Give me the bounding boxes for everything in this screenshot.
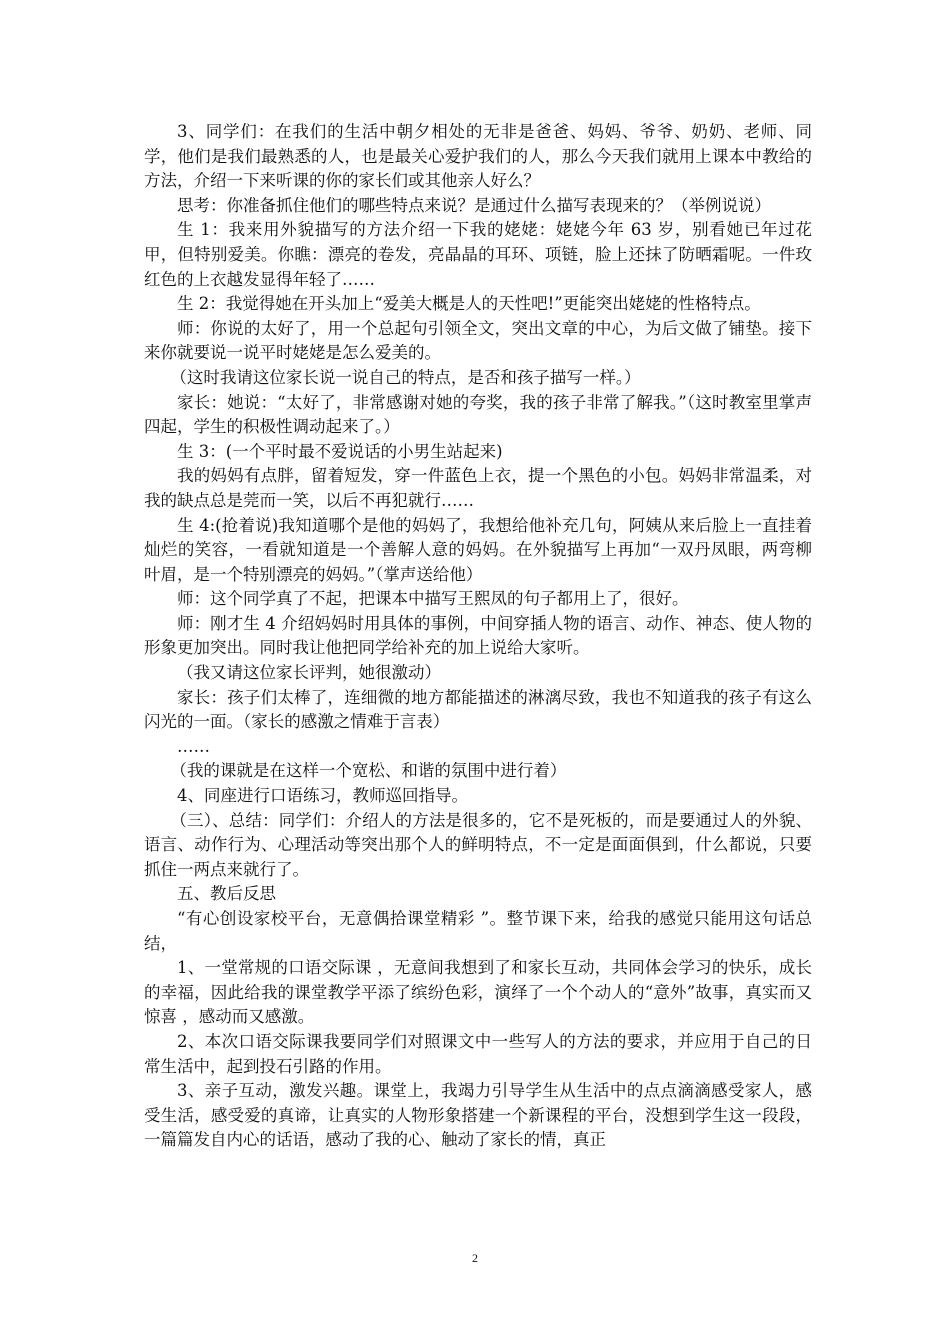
paragraph-student-1: 生 1：我来用外貌描写的方法介绍一下我的姥姥：姥姥今年 63 岁，别看她已年过花甲，但特别爱美。你瞧：漂亮的卷发，亮晶晶的耳环、项链，脸上还抹了防晒霜呢。一件玫红色的上衣越发显得年轻了……	[144, 220, 812, 289]
paragraph-parent-2: 家长：孩子们太棒了，连细微的地方都能描述的淋漓尽致，我也不知道我的孩子有这么闪光的一面。（家长的感激之情难于言表）	[144, 687, 812, 732]
paragraph-ellipsis: ……	[177, 736, 210, 756]
document-body	[144, 120, 812, 1153]
page-number: 2	[472, 1251, 478, 1265]
paragraph-reflection-1: 1、一堂常规的口语交际课 ，无意间我想到了和家长互动，共同体会学习的快乐，成长的幸福，因此给我的课堂教学平添了缤纷色彩，演绎了一个个动人的“意外”故事，真实而又惊喜 ，感动而又感激。	[144, 958, 812, 1027]
paragraph-student-4: 生 4:(抢着说)我知道哪个是他的妈妈了，我想给他补充几句，阿姨从来后脸上一直挂着灿烂的笑容，一看就知道是一个善解人意的妈妈。在外貌描写上再加“一双丹凤眼，两弯柳叶眉，是一个特别漂亮的妈妈。”（掌声送给他）	[144, 515, 812, 584]
paragraph-student-2: 生 2：我觉得她在开头加上“爱美大概是人的天性吧!”更能突出姥姥的性格特点。	[177, 294, 761, 314]
paragraph-note-1: （这时我请这位家长说一说自己的特点，是否和孩子描写一样。）	[170, 367, 641, 387]
paragraph-reflection-intro: “有心创设家校平台，无意偶拾课堂精彩 ”。整节课下来，给我的感觉只能用这句话总结，	[144, 909, 812, 953]
paragraph-reflection-heading: 五、教后反思	[177, 884, 276, 904]
paragraph-student-3-speech: 我的妈妈有点胖，留着短发，穿一件蓝色上衣，提一个黑色的小包。妈妈非常温柔，对我的缺点总是莞而一笑，以后不再犯就行……	[144, 466, 812, 510]
paragraph-pair-practice: 4、同座进行口语练习，教师巡回指导。	[177, 786, 468, 806]
paragraph-parent-1: 家长：她说：“太好了，非常感谢对她的夸奖，我的孩子非常了解我。”（这时教室里掌声四起，学生的积极性调动起来了。）	[144, 392, 812, 437]
paragraph-teacher-3: 师：刚才生 4 介绍妈妈时用具体的事例，中间穿插人物的语言、动作、神态、使人物的形象更加突出。同时我让他把同学给补充的加上说给大家听。	[144, 613, 812, 658]
paragraph-reflection-2: 2、本次口语交际课我要同学们对照课文中一些写人的方法的要求，并应用于自己的日常生活中，起到投石引路的作用。	[144, 1031, 812, 1076]
paragraph-student-3: 生 3：(一个平时最不爱说话的小男生站起来)	[177, 441, 503, 461]
paragraph-teacher-1: 师：你说的太好了，用一个总起句引领全文，突出文章的中心，为后文做了铺垫。接下来你就要说一说平时姥姥是怎么爱美的。	[144, 318, 812, 363]
paragraph-think: 思考：你准备抓住他们的哪些特点来说？是通过什么描写表现来的？（举例说说）	[177, 195, 771, 215]
paragraph-teacher-2: 师：这个同学真了不起，把课本中描写王熙凤的句子都用上了，很好。	[177, 589, 689, 609]
paragraph-summary: （三）、总结：同学们：介绍人的方法是很多的，它不是死板的，而是要通过人的外貌、语言、动作行为、心理活动等突出那个人的鲜明特点，不一定是面面俱到，什么都说，只要抓住一两点来就行了。	[144, 810, 812, 879]
paragraph-reflection-3: 3、亲子互动，激发兴趣。课堂上，我竭力引导学生从生活中的点点滴滴感受家人，感受生活，感受爱的真谛，让真实的人物形象搭建一个新课程的平台，没想到学生这一段段，一篇篇发自内心的话语，感动了我的心、触动了家长的情，真正	[144, 1081, 812, 1150]
paragraph-note-2: （我又请这位家长评判，她很激动）	[177, 663, 441, 683]
paragraph-note-3: （我的课就是在这样一个宽松、和谐的氛围中进行着）	[170, 761, 567, 781]
paragraph-intro-task: 3、同学们：在我们的生活中朝夕相处的无非是爸爸、妈妈、爷爷、奶奶、老师、同学，他们是我们最熟悉的人，也是最关心爱护我们的人，那么今天我们就用上课本中教给的方法，介绍一下来听课的你的家长们或其他亲人好么？	[144, 122, 812, 191]
